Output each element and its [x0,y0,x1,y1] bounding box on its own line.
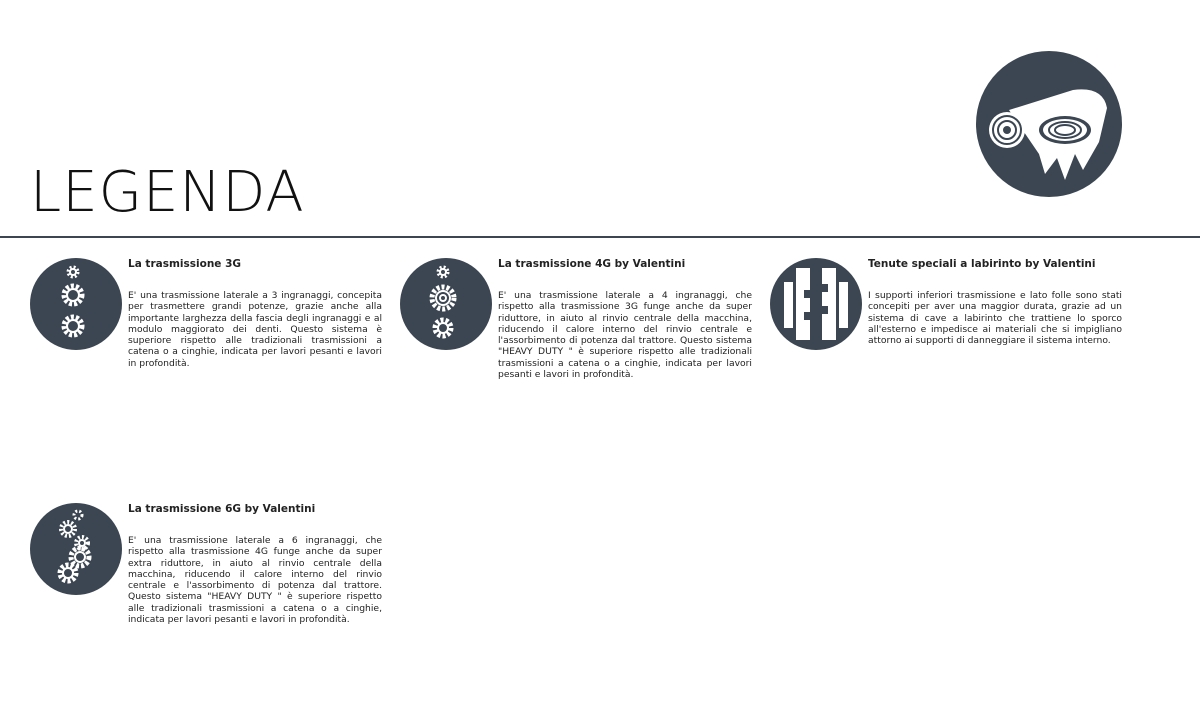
item-description: E' una trasmissione laterale a 6 ingranaggi, che rispetto alla trasmissione 4G funge anche da super extra riduttore, in aiuto al rinvio centrale della macchina, riducendo il calore interno del rinvio centrale e l'assorbimento di potenza dal trattore. Questo sistema "HEAVY DUTY " è superiore rispetto alle tradizionali trasmissioni a catena o a cinghie, indicata per lavori pesanti e lavori in profondità. [128,535,382,626]
page-title: LEGENDA [30,160,305,225]
item-description: I supporti inferiori trasmissione e lato folle sono stati concepiti per aver una maggior durata, grazie ad un sistema di cave a labirinto che trattiene lo sporco all'esterno e impedisce ai materiali che si impigliano attorno ai supporti di danneggiare il sistema interno. [868,290,1122,347]
item-title: La trasmissione 4G by Valentini [498,258,686,270]
item-description: E' una trasmissione laterale a 3 ingranaggi, concepita per trasmettere grandi potenze, grazie anche alla importante larghezza della fascia degli ingranaggi e al modulo maggiorato dei denti. Questo sistema è superiore rispetto alle tradizionali trasmissioni a catena o a cinghie, indicata per lavori pesanti e lavori in profondità. [128,290,382,369]
item-title: Tenute speciali a labirinto by Valentini [868,258,1096,270]
gears-6-icon [30,503,122,595]
gears-3-icon [30,258,122,350]
item-description: E' una trasmissione laterale a 4 ingranaggi, che rispetto alla trasmissione 3G funge anche da super riduttore, in aiuto al rinvio centrale della macchina, riducendo il calore interno del rinvio centrale e l'assorbimento di potenza dal trattore. Questo sistema "HEAVY DUTY " è superiore rispetto alle tradizionali trasmissioni a catena o a cinghie, indicata per lavori pesanti e lavori in profondità. [498,290,752,381]
gears-4-icon [400,258,492,350]
title-divider [0,236,1200,238]
item-title: La trasmissione 3G [128,258,241,270]
roll-icon [975,50,1123,198]
labyrinth-seal-icon [770,258,862,350]
item-title: La trasmissione 6G by Valentini [128,503,316,515]
